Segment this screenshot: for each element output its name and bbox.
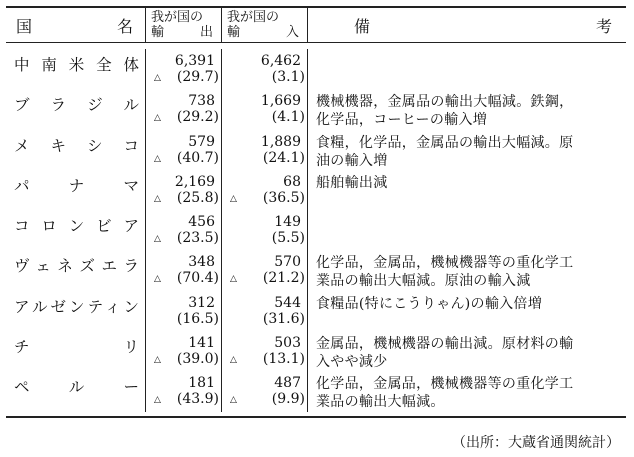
remarks-cell [308, 170, 626, 210]
remarks-line: 船舶輸出減 [316, 174, 388, 191]
import-value: 1,669 [260, 93, 301, 110]
import-cell [222, 170, 308, 210]
header-country [6, 8, 146, 42]
export-value: 181 [188, 375, 215, 392]
remarks-cell [308, 371, 626, 411]
export-cell [146, 371, 222, 411]
import-cell [222, 49, 308, 89]
import-value: 6,462 [260, 53, 301, 69]
import-change: (5.5) [271, 230, 305, 247]
import-change: (24.1) [262, 149, 305, 166]
export-value: 141 [188, 335, 215, 352]
header-remarks-part: 考 [595, 16, 612, 36]
import-value: 503 [274, 335, 301, 352]
table-row [6, 210, 626, 250]
header-exports-line2 [151, 25, 221, 40]
table-row [6, 291, 626, 331]
import-value: 487 [274, 375, 301, 392]
header-remarks-part: 備 [354, 16, 371, 36]
export-cell [146, 250, 222, 290]
table-row [6, 89, 626, 129]
export-cell [146, 130, 222, 170]
country-cell [6, 371, 146, 411]
country-name: メキシコ [14, 136, 139, 155]
export-value: 348 [188, 254, 215, 271]
export-change-value: 40.7 [182, 149, 214, 166]
header-exports-char: 出 [199, 25, 213, 40]
import-change: △ (21.2) [230, 270, 305, 287]
export-change: △ (39.0) [154, 351, 219, 368]
export-value: 312 [188, 294, 215, 311]
export-cell [146, 89, 222, 129]
remarks-cell [308, 331, 626, 371]
import-value: 68 [283, 173, 301, 190]
import-change: △ (9.9) [230, 391, 305, 408]
export-value: 579 [188, 133, 215, 150]
export-cell [146, 331, 222, 371]
remarks-line: 油の輸入増 [316, 152, 388, 169]
import-change: (4.1) [271, 109, 305, 126]
import-change-value: 36.5 [268, 189, 300, 206]
trade-table [6, 6, 626, 418]
header-imports [222, 8, 308, 42]
export-change-value: 70.4 [182, 270, 214, 287]
country-name: ブラジル [14, 96, 139, 115]
remarks-line: 金属品，機械機器の輸出減。原材料の輸 [316, 336, 574, 353]
country-name: ペルー [14, 378, 139, 397]
source-note: （出所：大蔵省通関統計） [452, 435, 620, 451]
decrease-triangle-icon: △ [154, 355, 161, 366]
import-cell [222, 250, 308, 290]
country-cell [6, 291, 146, 331]
export-change: △ (40.7) [154, 149, 219, 166]
country-cell [6, 89, 146, 129]
remarks-line: 化学品，金属品，機械機器等の重化学工 [316, 376, 574, 393]
import-change-value: 31.6 [268, 310, 300, 327]
export-change: △ (29.7) [154, 69, 219, 85]
country-cell [6, 170, 146, 210]
export-change-value: 43.9 [182, 391, 214, 408]
export-cell [146, 170, 222, 210]
decrease-triangle-icon: △ [230, 355, 237, 366]
import-cell [222, 130, 308, 170]
header-imports-char: 入 [285, 25, 299, 40]
table-row [6, 250, 626, 290]
table-row [6, 49, 626, 89]
import-change: △ (36.5) [230, 189, 305, 206]
remarks-cell [308, 291, 626, 331]
import-change-value: 3.1 [277, 69, 300, 85]
country-cell [6, 331, 146, 371]
decrease-triangle-icon: △ [154, 274, 161, 285]
country-name: アルゼンティン [14, 297, 139, 316]
country-name: パナマ [14, 176, 139, 195]
table-row [6, 371, 626, 411]
import-value: 544 [274, 294, 301, 311]
remarks-line: 化学品，コーヒーの輸入増 [316, 112, 488, 129]
import-change-value: 13.1 [268, 351, 300, 368]
decrease-triangle-icon: △ [230, 395, 237, 406]
decrease-triangle-icon: △ [230, 193, 237, 204]
country-cell [6, 210, 146, 250]
import-value: 570 [274, 254, 301, 271]
remarks-line: 食糧品(特にこうりゃん)の輸入倍増 [316, 295, 543, 312]
decrease-triangle-icon: △ [154, 193, 161, 204]
remarks-cell [308, 49, 626, 89]
export-value: 456 [188, 214, 215, 231]
export-change: △ (43.9) [154, 391, 219, 408]
remarks-line: 化学品，金属品，機械機器等の重化学工 [316, 255, 574, 272]
decrease-triangle-icon: △ [154, 113, 161, 124]
table-header [6, 8, 626, 43]
decrease-triangle-icon: △ [154, 73, 161, 83]
export-change: △ (29.2) [154, 109, 219, 126]
remarks-line: 業品の輸出大幅減。 [316, 394, 445, 411]
import-cell [222, 291, 308, 331]
export-change: △ (25.8) [154, 189, 219, 206]
export-value: 2,169 [174, 173, 215, 190]
import-cell [222, 371, 308, 411]
import-change: △ (13.1) [230, 351, 305, 368]
export-change-value: 16.5 [182, 310, 214, 327]
export-change-value: 39.0 [182, 351, 214, 368]
export-change: (16.5) [176, 310, 219, 327]
country-cell [6, 130, 146, 170]
export-change-value: 23.5 [182, 230, 214, 247]
header-imports-line1: 我が国の [227, 10, 280, 25]
import-cell [222, 89, 308, 129]
header-exports [146, 8, 222, 42]
import-change-value: 21.2 [268, 270, 300, 287]
import-change-value: 5.5 [277, 230, 300, 247]
header-country-part: 国 [16, 16, 33, 36]
table-row [6, 331, 626, 371]
header-remarks [308, 8, 626, 42]
header-imports-char: 輸 [227, 25, 241, 40]
country-name: 中南米全体 [14, 56, 139, 74]
export-cell [146, 291, 222, 331]
remarks-cell [308, 130, 626, 170]
export-cell [146, 49, 222, 89]
remarks-line: 食糧，化学品，金属品の輸出大幅減。原 [316, 134, 574, 151]
export-change: △ (23.5) [154, 230, 219, 247]
table-row [6, 170, 626, 210]
import-value: 149 [274, 214, 301, 231]
country-cell [6, 250, 146, 290]
country-name: コロンビア [14, 217, 139, 236]
import-value: 1,889 [260, 133, 301, 150]
import-cell [222, 331, 308, 371]
import-change-value: 4.1 [277, 109, 300, 126]
remarks-cell [308, 210, 626, 250]
export-change: △ (70.4) [154, 270, 219, 287]
remarks-line: 機械機器，金属品の輸出大幅減。鉄鋼， [316, 94, 574, 111]
export-change-value: 29.7 [182, 69, 214, 85]
import-change: (3.1) [271, 69, 305, 85]
export-cell [146, 210, 222, 250]
header-exports-char: 輸 [151, 25, 165, 40]
country-name: ヴェネズエラ [14, 257, 139, 276]
decrease-triangle-icon: △ [230, 274, 237, 285]
table-row [6, 130, 626, 170]
import-cell [222, 210, 308, 250]
table-body [6, 43, 626, 416]
remarks-line: 業品の輸出大幅減。原油の輸入減 [316, 273, 531, 290]
decrease-triangle-icon: △ [154, 395, 161, 406]
import-change: (31.6) [262, 310, 305, 327]
export-change-value: 25.8 [182, 189, 214, 206]
country-name: チリ [14, 338, 139, 357]
decrease-triangle-icon: △ [154, 234, 161, 245]
remarks-line: 入やや減少 [316, 354, 388, 371]
import-change-value: 9.9 [277, 391, 300, 408]
export-change-value: 29.2 [182, 109, 214, 126]
remarks-cell [308, 250, 626, 290]
remarks-cell [308, 89, 626, 129]
import-change-value: 24.1 [268, 149, 300, 166]
header-imports-line2 [227, 25, 307, 40]
decrease-triangle-icon: △ [154, 153, 161, 164]
export-value: 738 [188, 93, 215, 110]
export-value: 6,391 [174, 53, 215, 69]
header-exports-line1: 我が国の [151, 10, 204, 25]
header-country-part: 名 [116, 16, 133, 36]
country-cell [6, 49, 146, 89]
